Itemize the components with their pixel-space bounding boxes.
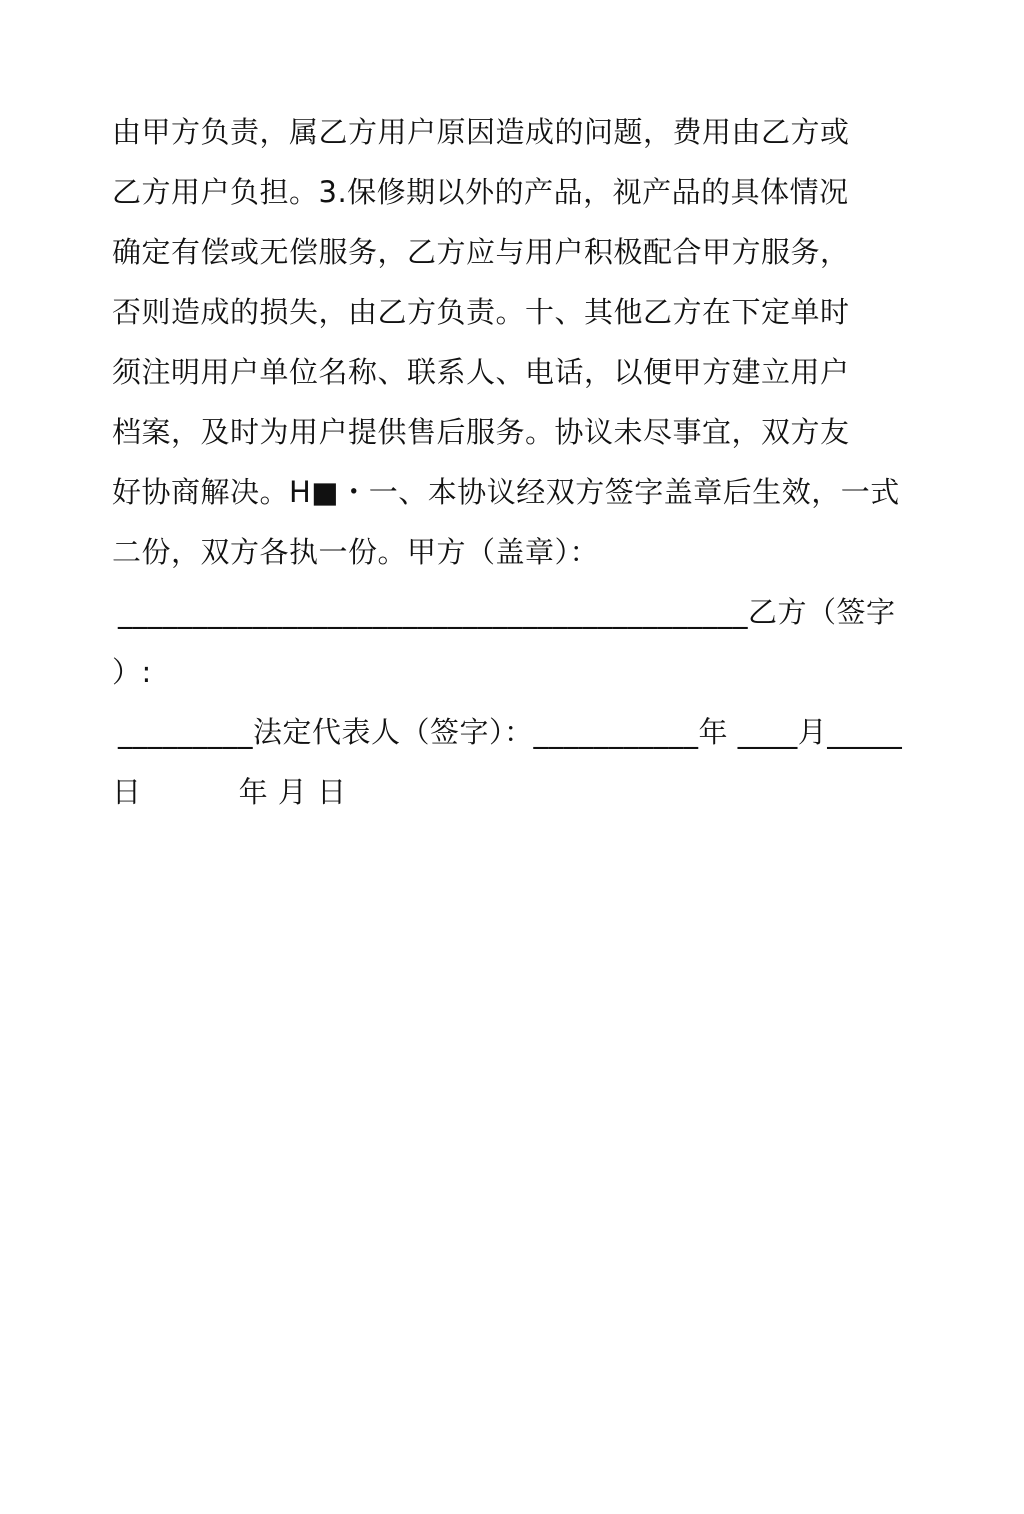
legal-representative-line: _________法定代表人（签字）：___________年 ____月_____ — [118, 715, 903, 749]
date-line: 日 年 月 日 — [112, 775, 347, 809]
body-text-line: 档案，及时为用户提供售后服务。协议未尽事宜，双方友 — [112, 415, 850, 449]
party-b-signature-line: __________________________________________乙方（签字 — [118, 595, 896, 629]
party-b-signature-colon: ）: — [112, 655, 152, 689]
party-a-seal-line: 二份，双方各执一份。甲方（盖章）： — [112, 535, 600, 569]
body-text-line: 乙方用户负担。3.保修期以外的产品，视产品的具体情况 — [112, 175, 849, 209]
body-text-line: 须注明用户单位名称、联系人、电话，以便甲方建立用户 — [112, 355, 850, 389]
body-text-line: 好协商解决。H■・一、本协议经双方签字盖章后生效，一式 — [112, 475, 900, 509]
body-text-line: 否则造成的损失，由乙方负责。十、其他乙方在下定单时 — [112, 295, 850, 329]
body-text-line: 确定有偿或无偿服务，乙方应与用户积极配合甲方服务， — [112, 235, 850, 269]
body-text-line: 由甲方负责，属乙方用户原因造成的问题，费用由乙方或 — [112, 115, 850, 149]
